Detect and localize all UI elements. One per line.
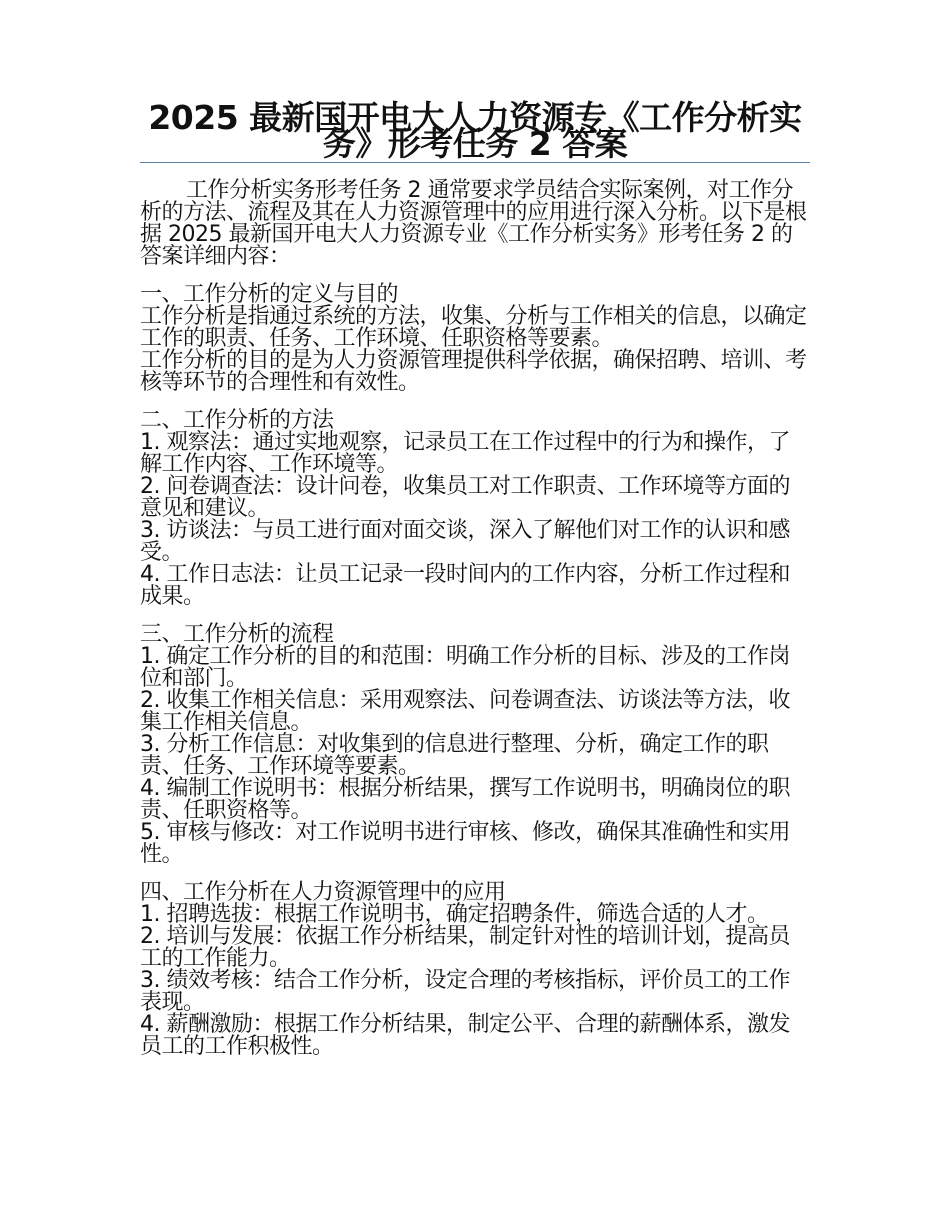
list-item: 1. 观察法：通过实地观察，记录员工在工作过程中的行为和操作，了解工作内容、工作环境等。 bbox=[140, 430, 790, 477]
section-definition bbox=[140, 284, 810, 394]
list-item: 2. 收集工作相关信息：采用观察法、问卷调查法、访谈法等方法，收集工作相关信息。 bbox=[140, 688, 790, 735]
list-item: 1. 确定工作分析的目的和范围：明确工作分析的目标、涉及的工作岗位和部门。 bbox=[140, 644, 790, 691]
section-heading: 一、工作分析的定义与目的 bbox=[140, 282, 399, 307]
section-heading: 四、工作分析在人力资源管理中的应用 bbox=[140, 880, 506, 905]
list-item: 5. 审核与修改：对工作说明书进行审核、修改，确保其准确性和实用性。 bbox=[140, 820, 790, 867]
paragraph: 工作分析是指通过系统的方法，收集、分析与工作相关的信息，以确定工作的职责、任务、工作环境、任职资格等要素。 bbox=[140, 304, 807, 351]
list-item: 3. 访谈法：与员工进行面对面交谈，深入了解他们对工作的认识和感受。 bbox=[140, 518, 790, 565]
list-item: 2. 培训与发展：依据工作分析结果，制定针对性的培训计划，提高员工的工作能力。 bbox=[140, 924, 790, 971]
list-item: 1. 招聘选拔：根据工作说明书，确定招聘条件，筛选合适的人才。 bbox=[140, 902, 769, 927]
paragraph: 工作分析的目的是为人力资源管理提供科学依据，确保招聘、培训、考核等环节的合理性和有效性。 bbox=[140, 348, 807, 395]
intro-paragraph: 工作分析实务形考任务 2 通常要求学员结合实际案例，对工作分析的方法、流程及其在人力资源管理中的应用进行深入分析。以下是根据 2025 最新国开电大人力资源专业《工作分析实务》形考任务 2 的答案详细内容： bbox=[140, 178, 807, 269]
document-body bbox=[140, 180, 810, 1074]
section-heading: 三、工作分析的流程 bbox=[140, 622, 334, 647]
list-item: 4. 编制工作说明书：根据分析结果，撰写工作说明书，明确岗位的职责、任职资格等。 bbox=[140, 776, 790, 823]
title-divider bbox=[140, 162, 810, 163]
document-title: 2025 最新国开电大人力资源专《工作分析实务》形考任务 2 答案 bbox=[148, 98, 802, 163]
list-item: 3. 分析工作信息：对收集到的信息进行整理、分析，确定工作的职责、任务、工作环境等要素。 bbox=[140, 732, 769, 779]
section-applications bbox=[140, 882, 810, 1058]
list-item: 4. 工作日志法：让员工记录一段时间内的工作内容，分析工作过程和成果。 bbox=[140, 562, 790, 609]
list-item: 4. 薪酬激励：根据工作分析结果，制定公平、合理的薪酬体系，激发员工的工作积极性。 bbox=[140, 1012, 790, 1059]
list-item: 2. 问卷调查法：设计问卷，收集员工对工作职责、工作环境等方面的意见和建议。 bbox=[140, 474, 790, 521]
section-methods bbox=[140, 410, 810, 608]
section-process bbox=[140, 624, 810, 866]
section-heading: 二、工作分析的方法 bbox=[140, 408, 334, 433]
list-item: 3. 绩效考核：结合工作分析，设定合理的考核指标，评价员工的工作表现。 bbox=[140, 968, 790, 1015]
